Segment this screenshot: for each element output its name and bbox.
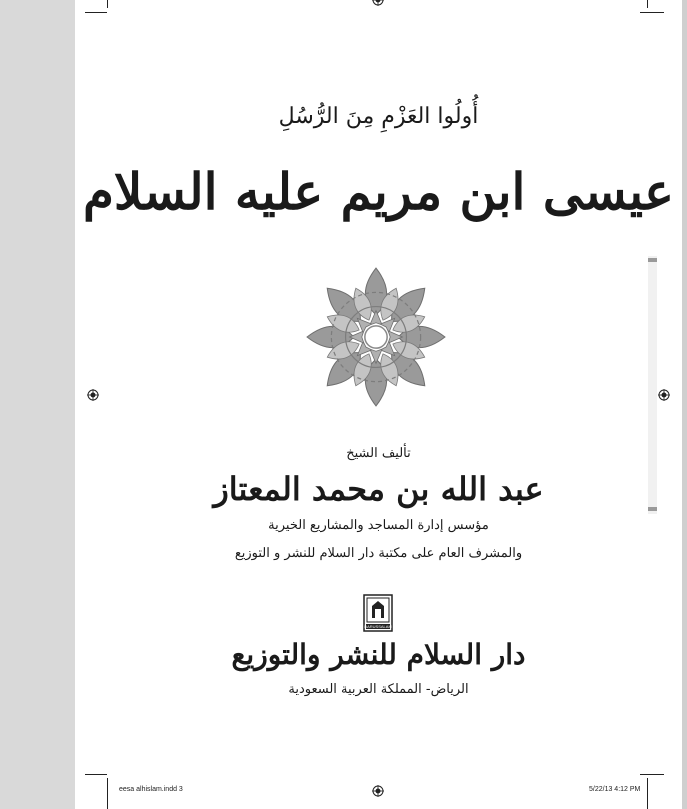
crop-mark — [107, 0, 108, 8]
slug-date: 5/22/13 4:12 PM — [589, 786, 641, 793]
ornament-medallion — [305, 266, 447, 408]
author-role-2: والمشرف العام على مكتبة دار السلام للنشر و التوزيع — [234, 546, 523, 561]
crop-mark — [647, 0, 648, 8]
registration-mark-icon — [372, 785, 384, 797]
crop-mark — [647, 778, 648, 809]
scrollbar-track[interactable] — [648, 256, 657, 514]
crop-mark — [640, 12, 664, 13]
crop-mark — [107, 778, 108, 809]
document-page — [75, 0, 682, 809]
scrollbar-marker-top — [648, 258, 657, 262]
scrollbar-marker-bottom — [648, 507, 657, 511]
crop-mark — [85, 774, 107, 775]
registration-mark-icon — [372, 0, 384, 6]
registration-mark-icon — [87, 389, 99, 401]
publisher-location: الرياض- المملكة العربية السعودية — [288, 682, 469, 697]
crop-mark — [85, 12, 107, 13]
slug-filename: eesa alhislam.indd 3 — [119, 786, 183, 793]
book-title: عيسى ابن مريم عليه السلام — [82, 162, 675, 221]
registration-mark-icon — [658, 389, 670, 401]
crop-mark — [640, 774, 664, 775]
publisher-name: دار السلام للنشر والتوزيع — [231, 638, 526, 671]
author-byline: تأليف الشيخ — [346, 446, 411, 461]
author-name: عبد الله بن محمد المعتاز — [213, 470, 544, 508]
svg-text:DARUSSALAM: DARUSSALAM — [364, 624, 392, 630]
series-title: أُولُوا العَزْمِ مِنَ الرُّسُلِ — [278, 104, 479, 129]
right-canvas-strip — [682, 0, 687, 809]
author-role-1: مؤسس إدارة المساجد والمشاريع الخيرية — [268, 518, 489, 533]
publisher-logo-icon — [363, 594, 393, 632]
